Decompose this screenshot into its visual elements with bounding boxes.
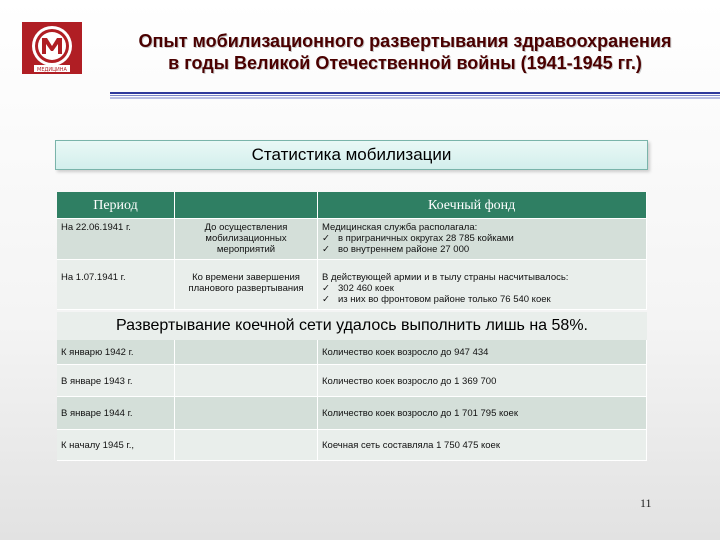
table-row xyxy=(57,219,647,260)
row-empty xyxy=(175,397,318,430)
table-row xyxy=(57,365,647,397)
bullet-item: ✓ 302 460 коек xyxy=(322,283,394,294)
row-empty xyxy=(175,340,318,365)
page-number: 11 xyxy=(640,496,652,510)
check-icon: ✓ xyxy=(322,244,330,255)
header-empty xyxy=(175,192,318,219)
logo-text: МЕДИЦИНА xyxy=(37,67,67,73)
header-period: Период xyxy=(57,192,175,219)
table-row xyxy=(57,430,647,461)
row-period: К январю 1942 г. xyxy=(57,340,175,365)
row-stage: До осуществления мобилизационных мероприятий xyxy=(175,219,318,260)
stats-heading: Статистика мобилизации xyxy=(251,145,452,164)
row-period: На 22.06.1941 г. xyxy=(57,219,175,260)
row-details xyxy=(318,219,647,260)
row-period: В январе 1943 г. xyxy=(57,365,175,397)
bullet-item: ✓ во внутреннем районе 27 000 xyxy=(322,244,470,255)
table-row xyxy=(57,260,647,310)
row-stage: Ко времени завершения планового развертывания xyxy=(175,260,318,310)
check-icon: ✓ xyxy=(322,283,330,294)
title-rule xyxy=(110,92,720,101)
header-bed-fund: Коечный фонд xyxy=(318,192,647,219)
slide-title xyxy=(95,30,715,74)
row-period: На 1.07.1941 г. xyxy=(57,260,175,310)
coverage-banner: Развертывание коечной сети удалось выполнить лишь на 58%. xyxy=(57,312,647,340)
row-empty xyxy=(175,430,318,461)
row-intro: В действующей армии и в тылу страны насчитывалось: xyxy=(322,272,569,283)
table-row xyxy=(57,397,647,430)
check-icon: ✓ xyxy=(322,233,330,244)
check-icon: ✓ xyxy=(322,294,330,305)
bullet-item: ✓ из них во фронтовом районе только 76 540 коек xyxy=(322,294,551,305)
table-header-row xyxy=(57,192,647,219)
row-empty xyxy=(175,365,318,397)
row-period: В январе 1944 г. xyxy=(57,397,175,430)
row-value: Количество коек возросло до 1 369 700 xyxy=(318,365,647,397)
row-period: К началу 1945 г., xyxy=(57,430,175,461)
institution-logo xyxy=(22,22,82,74)
title-line-2: в годы Великой Отечественной войны (1941-1945 гг.) xyxy=(168,53,642,73)
row-value: Коечная сеть составляла 1 750 475 коек xyxy=(318,430,647,461)
row-value: Количество коек возросло до 947 434 xyxy=(318,340,647,365)
table-row xyxy=(57,340,647,365)
stats-heading-box xyxy=(55,140,648,170)
title-line-1: Опыт мобилизационного развертывания здравоохранения xyxy=(138,31,672,51)
row-details xyxy=(318,260,647,310)
row-value: Количество коек возросло до 1 701 795 коек xyxy=(318,397,647,430)
bullet-item: ✓ в приграничных округах 28 785 койками xyxy=(322,233,514,244)
row-intro: Медицинская служба располагала: xyxy=(322,222,478,233)
